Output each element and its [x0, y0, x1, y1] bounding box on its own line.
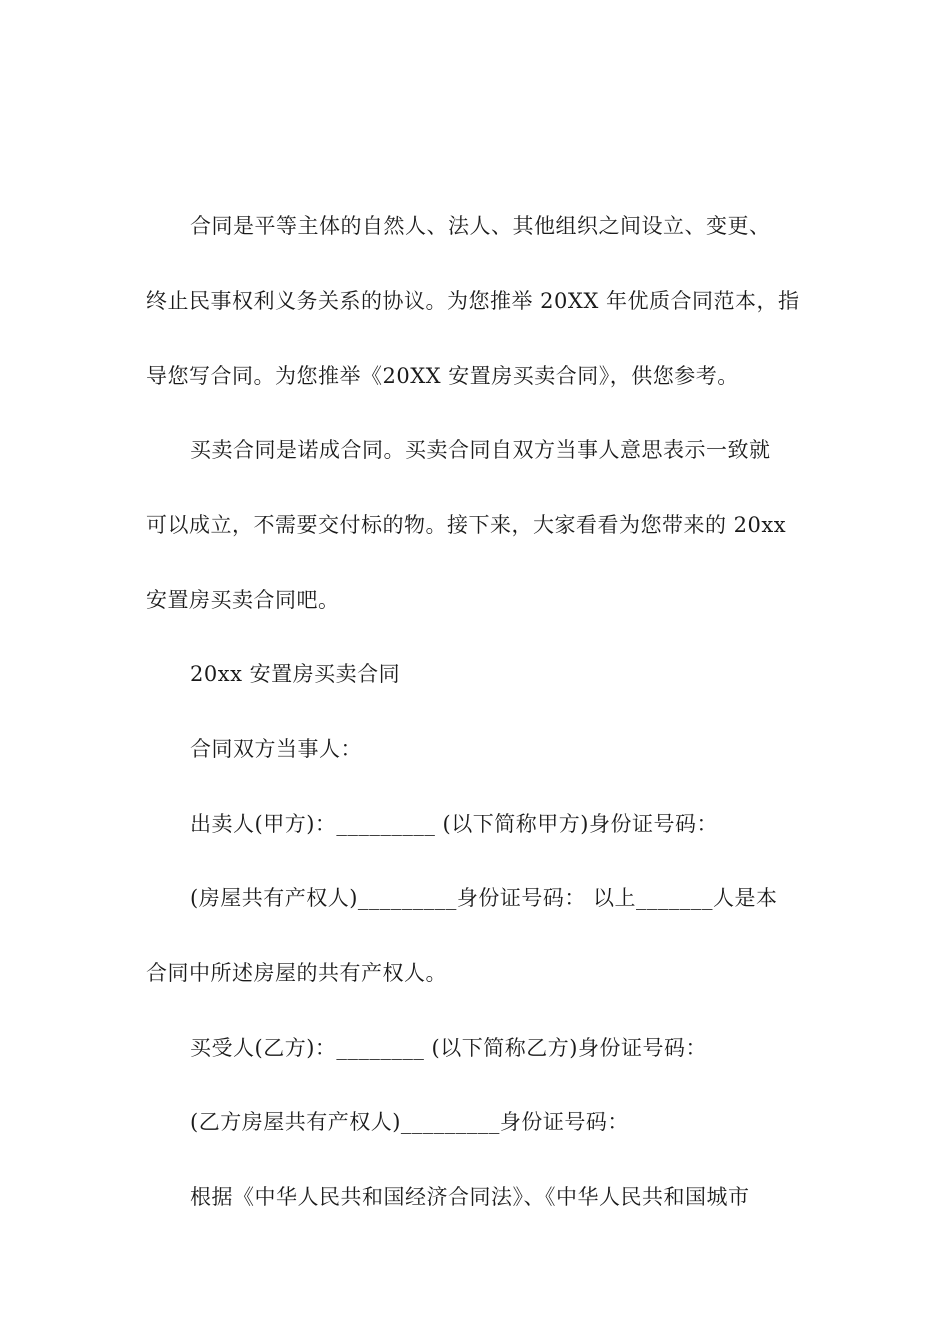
paragraph-line: 合同中所述房屋的共有产权人。 [146, 961, 447, 985]
paragraph-line: 合同双方当事人： [190, 737, 362, 761]
contract-title: 20xx 安置房买卖合同 [190, 662, 401, 686]
paragraph-line: 合同是平等主体的自然人、法人、其他组织之间设立、变更、 [190, 214, 771, 238]
paragraph-line: 导您写合同。为您推举《20XX 安置房买卖合同》，供您参考。 [146, 364, 739, 388]
paragraph-line: 安置房买卖合同吧。 [146, 588, 340, 612]
seller-coowner-line: (房屋共有产权人)_________身份证号码： 以上_______人是本 [190, 886, 778, 910]
buyer-coowner-line: (乙方房屋共有产权人)_________身份证号码： [190, 1110, 629, 1134]
buyer-line: 买受人(乙方)：________ (以下简称乙方)身份证号码： [190, 1036, 707, 1060]
paragraph-line: 可以成立，不需要交付标的物。接下来，大家看看为您带来的 20xx [146, 513, 787, 537]
paragraph-line: 终止民事权利义务关系的协议。为您推举 20XX 年优质合同范本，指 [146, 289, 800, 313]
paragraph-line: 买卖合同是诺成合同。买卖合同自双方当事人意思表示一致就 [190, 438, 771, 462]
paragraph-line: 根据《中华人民共和国经济合同法》、《中华人民共和国城市 [190, 1185, 750, 1209]
seller-line: 出卖人(甲方)：_________ (以下简称甲方)身份证号码： [190, 812, 718, 836]
